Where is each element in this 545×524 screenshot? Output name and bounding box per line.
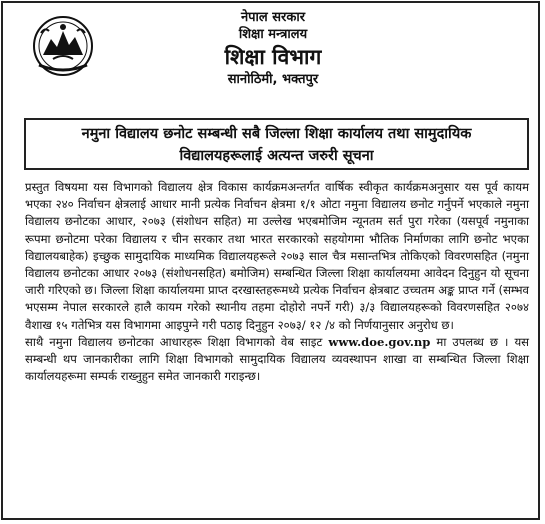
office-address: सानोठिमी, भक्तपुर — [227, 72, 319, 87]
nepal-government-emblem-icon — [31, 15, 95, 77]
notice-paragraph-2 — [25, 334, 529, 386]
government-name: नेपाल सरकार — [240, 10, 306, 25]
paragraph-2-intro: साथै नमुना विद्यालय छनोटका आधारहरू शिक्षा विभागको वेब साइट — [25, 334, 323, 349]
paragraph-2-rest: मा उपलब्ध छ । यस सम्बन्धी थप जानकारीका लागि शिक्षा विभागको सामुदायिक विद्यालय व्यवस्थापन शाखा वा सम्बन्धित जिल्ला शिक्षा कार्यालयहरूमा सम्पर्क राख्नुहुन समेत जानकारी गराइन्छ। — [25, 334, 530, 384]
notice-frame — [1, 1, 540, 520]
department-name: शिक्षा विभाग — [224, 45, 322, 69]
notice-title-line-1: नमुना विद्यालय छनोट सम्बन्धी सबै जिल्ला शिक्षा कार्यालय तथा सामुदायिक — [81, 126, 472, 142]
notice-title-line-2: विद्यालयहरूलाई अत्यन्त जरुरी सूचना — [179, 148, 374, 164]
notice-body — [25, 179, 529, 385]
notice-title — [24, 118, 529, 170]
notice-paragraph-1: प्रस्तुत विषयमा यस विभागको विद्यालय क्षेत्र विकास कार्यक्रमअन्तर्गत वार्षिक स्वीकृत कार्यक्रमअनुसार यस पूर्व कायम भएका २४० निर्वाचन क्षेत्रलाई आधार मानी प्रत्येक निर्वाचन क्षेत्रमा १/१ ओटा नमुना विद्यालय छनोट गर्नुपर्ने भएकाले नमुना विद्यालय छनोटका आधार, २०७३ (संशोधन सहित) मा उल्लेख भएबमोजिम न्यूनतम सर्त पुरा गरेका (यसपूर्व नमुनाका रूपमा छनोटमा परेका विद्यालय र चीन सरकार तथा भारत सरकारको सहयोगमा भौतिक निर्माणका लागि छनोट भएका विद्यालयबाहेक) इच्छुक सामुदायिक माध्यमिक विद्यालयहरूले २०७३ साल चैत्र मसान्तभित्र तोकिएको विवरणसहित (नमुना विद्यालय छनोटका आधार २०७३ (संशोधनसहित) बमोजिम) सम्बन्धित जिल्ला शिक्षा कार्यालयमा आवेदन दिनुहुन यो सूचना जारी गरिएको छ। जिल्ला शिक्षा कार्यालयमा प्राप्त दरखास्तहरूमध्ये प्रत्येक निर्वाचन क्षेत्रबाट उच्चतम अङ्क प्राप्त गर्ने (सम्भव भएसम्म नेपाल सरकारले हालै कायम गरेको स्थानीय तहमा दोहोरो नपर्ने गरी) ३/३ विद्यालयहरूको विवरणसहित २०७४ वैशाख १५ गतेभित्र यस विभागमा आइपुग्ने गरी पठाइ दिनुहुन २०७३/ १२ /४ को निर्णयानुसार अनुरोध छ। — [25, 180, 529, 332]
office-header — [123, 9, 423, 89]
ministry-name: शिक्षा मन्त्रालय — [238, 27, 308, 42]
website-link[interactable]: www.doe.gov.np — [328, 334, 431, 349]
